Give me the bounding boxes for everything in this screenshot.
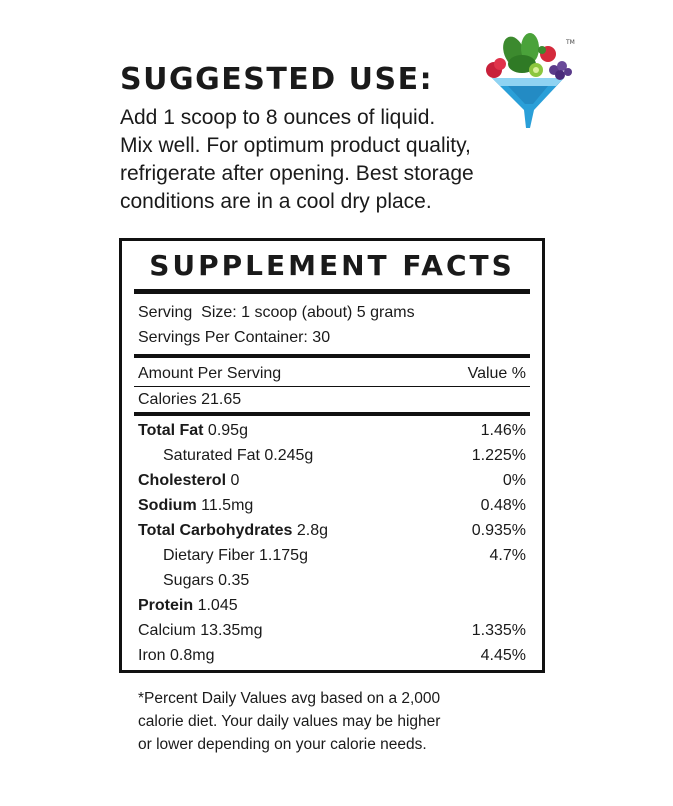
trademark-symbol: TM <box>566 39 575 46</box>
nutrient-row <box>134 493 530 518</box>
footnote-line: or lower depending on your calorie needs. <box>138 736 427 753</box>
daily-values-footnote <box>138 687 568 756</box>
nutrient-row <box>134 543 530 568</box>
nutrient-value: 1.46% <box>480 422 526 439</box>
nutrient-name: Calcium 13.35mg <box>138 622 263 639</box>
suggested-use-title: SUGGESTED USE: <box>120 62 434 97</box>
nutrient-name: Total Fat <box>138 422 204 439</box>
nutrient-row <box>134 568 530 593</box>
nutrient-row <box>134 593 530 618</box>
nutrient-name: Saturated Fat 0.245g <box>163 447 314 464</box>
fruit-vegetable-funnel-icon <box>478 30 578 135</box>
serving-size: Serving Size: 1 scoop (about) 5 grams <box>138 304 415 321</box>
footnote-line: *Percent Daily Values avg based on a 2,000 <box>138 690 441 707</box>
nutrient-row <box>134 643 530 668</box>
column-headers <box>134 358 530 386</box>
nutrient-row <box>134 443 530 468</box>
nutrient-value: 4.7% <box>489 547 526 564</box>
nutrient-row <box>134 518 530 543</box>
nutrient-amount: 0.95g <box>203 422 248 439</box>
servings-per-container: Servings Per Container: 30 <box>138 329 331 346</box>
calories: Calories 21.65 <box>138 391 242 408</box>
nutrient-name: Total Carbohydrates <box>138 522 293 539</box>
instruction-line: Add 1 scoop to 8 ounces of liquid. <box>120 106 436 129</box>
nutrient-name: Protein <box>138 597 194 614</box>
nutrient-name: Cholesterol <box>138 472 227 489</box>
nutrient-value: 4.45% <box>480 647 526 664</box>
nutrient-amount: 11.5mg <box>196 497 254 514</box>
nutrient-row <box>134 468 530 493</box>
value-percent-header: Value % <box>467 365 526 382</box>
nutrient-name: Sugars 0.35 <box>163 572 250 589</box>
footnote-line: calorie diet. Your daily values may be higher <box>138 713 441 730</box>
nutrient-value: 0.935% <box>471 522 526 539</box>
serving-info <box>134 294 530 354</box>
nutrient-value: 1.335% <box>471 622 526 639</box>
nutrient-list <box>134 416 530 668</box>
nutrient-row <box>134 418 530 443</box>
nutrient-name: Sodium <box>138 497 197 514</box>
nutrient-amount: 1.045 <box>193 597 238 614</box>
nutrient-value: 0% <box>502 472 526 489</box>
nutrient-value: 1.225% <box>471 447 526 464</box>
instruction-line: refrigerate after opening. Best storage <box>120 162 474 185</box>
calories-row <box>134 387 530 412</box>
instruction-line: conditions are in a cool dry place. <box>120 190 432 213</box>
nutrient-value: 0.48% <box>480 497 526 514</box>
instruction-line: Mix well. For optimum product quality, <box>120 134 471 157</box>
nutrient-amount: 0 <box>226 472 240 489</box>
nutrient-name: Dietary Fiber 1.175g <box>163 547 308 564</box>
amount-per-serving-header: Amount Per Serving <box>138 365 282 382</box>
supplement-facts-panel <box>119 238 545 673</box>
nutrient-row <box>134 618 530 643</box>
nutrient-name: Iron 0.8mg <box>138 647 215 664</box>
nutrient-amount: 2.8g <box>292 522 328 539</box>
supplement-facts-title: SUPPLEMENT FACTS <box>149 249 515 282</box>
